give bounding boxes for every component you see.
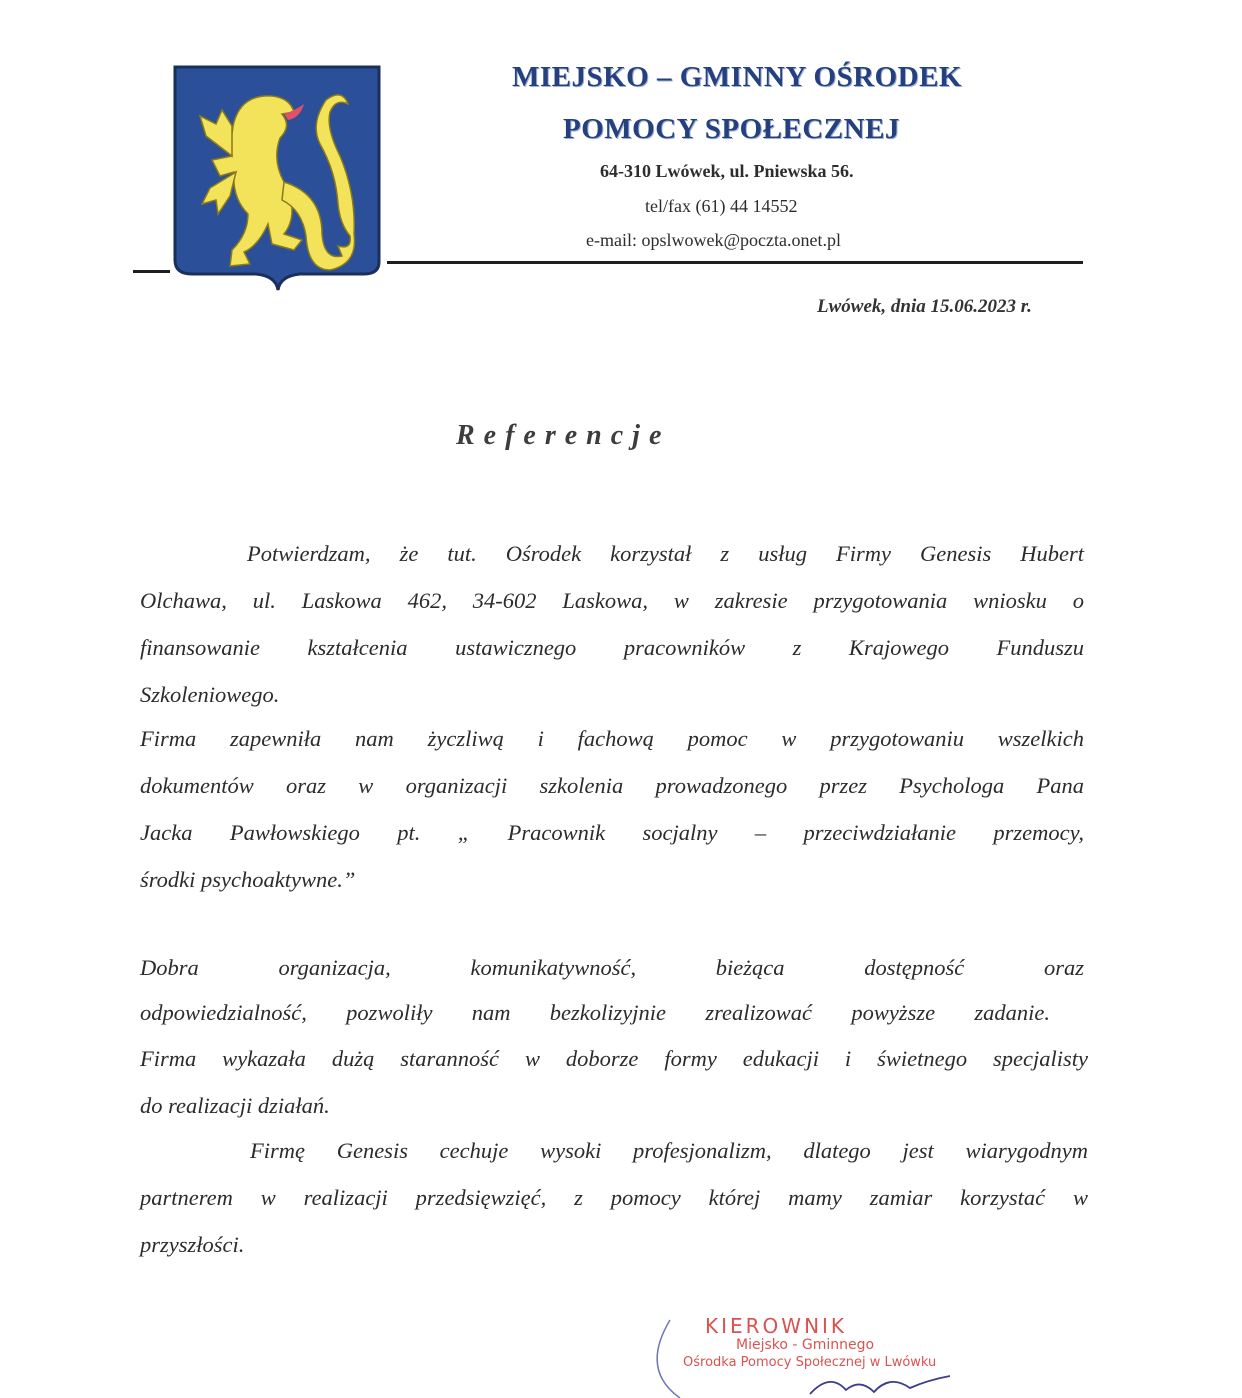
stamp-title: KIEROWNIK xyxy=(705,1314,848,1338)
body-line: Firmę Genesis cechuje wysoki profesjonalizm, dlatego jest wiarygodnym xyxy=(250,1138,1088,1163)
stamp-line-2: Miejsko - Gminnego xyxy=(736,1337,875,1353)
body-line: odpowiedzialność, pozwoliły nam bezkolizyjnie zrealizować powyższe zadanie. xyxy=(140,1000,1050,1025)
body-line: Jacka Pawłowskiego pt. „ Pracownik socjalny – przeciwdziałanie przemocy, xyxy=(140,820,1084,845)
org-email: e-mail: opslwowek@poczta.onet.pl xyxy=(586,230,842,250)
body-line: Dobra organizacja, komunikatywność, bieżąca dostępność oraz xyxy=(140,955,1084,980)
org-name-line2: POMOCY SPOŁECZNEJ xyxy=(563,113,900,145)
org-name-line1: MIEJSKO – GMINNY OŚRODEK xyxy=(512,61,962,93)
signature-icon xyxy=(800,1370,960,1398)
org-phone: tel/fax (61) 44 14552 xyxy=(645,196,798,216)
body-line: Szkoleniowego. xyxy=(140,682,280,707)
letter-title: Referencje xyxy=(456,420,671,451)
lion-crest-icon xyxy=(172,64,384,292)
org-address: 64-310 Lwówek, ul. Pniewska 56. xyxy=(600,161,854,181)
body-line: partnerem w realizacji przedsięwzięć, z pomocy której mamy zamiar korzystać w xyxy=(140,1185,1088,1210)
stamp-line-3: Ośrodka Pomocy Społecznej w Lwówku xyxy=(683,1355,937,1370)
header-rule-left xyxy=(133,270,170,273)
body-line: Potwierdzam, że tut. Ośrodek korzystał z usług Firmy Genesis Hubert xyxy=(247,541,1084,566)
body-line: Olchawa, ul. Laskowa 462, 34-602 Laskowa, w zakresie przygotowania wniosku o xyxy=(140,588,1084,613)
body-line: do realizacji działań. xyxy=(140,1093,330,1118)
header-rule xyxy=(387,261,1083,264)
body-line: środki psychoaktywne.” xyxy=(140,867,356,892)
body-line: dokumentów oraz w organizacji szkolenia prowadzonego przez Psychologa Pana xyxy=(140,773,1084,798)
body-line: przyszłości. xyxy=(140,1232,245,1257)
body-line: Firma wykazała dużą staranność w doborze formy edukacji i świetnego specjalisty xyxy=(140,1046,1088,1071)
letter-date: Lwówek, dnia 15.06.2023 r. xyxy=(817,296,1032,317)
body-line: finansowanie kształcenia ustawicznego pracowników z Krajowego Funduszu xyxy=(140,635,1084,660)
body-line: Firma zapewniła nam życzliwą i fachową pomoc w przygotowaniu wszelkich xyxy=(140,726,1084,751)
